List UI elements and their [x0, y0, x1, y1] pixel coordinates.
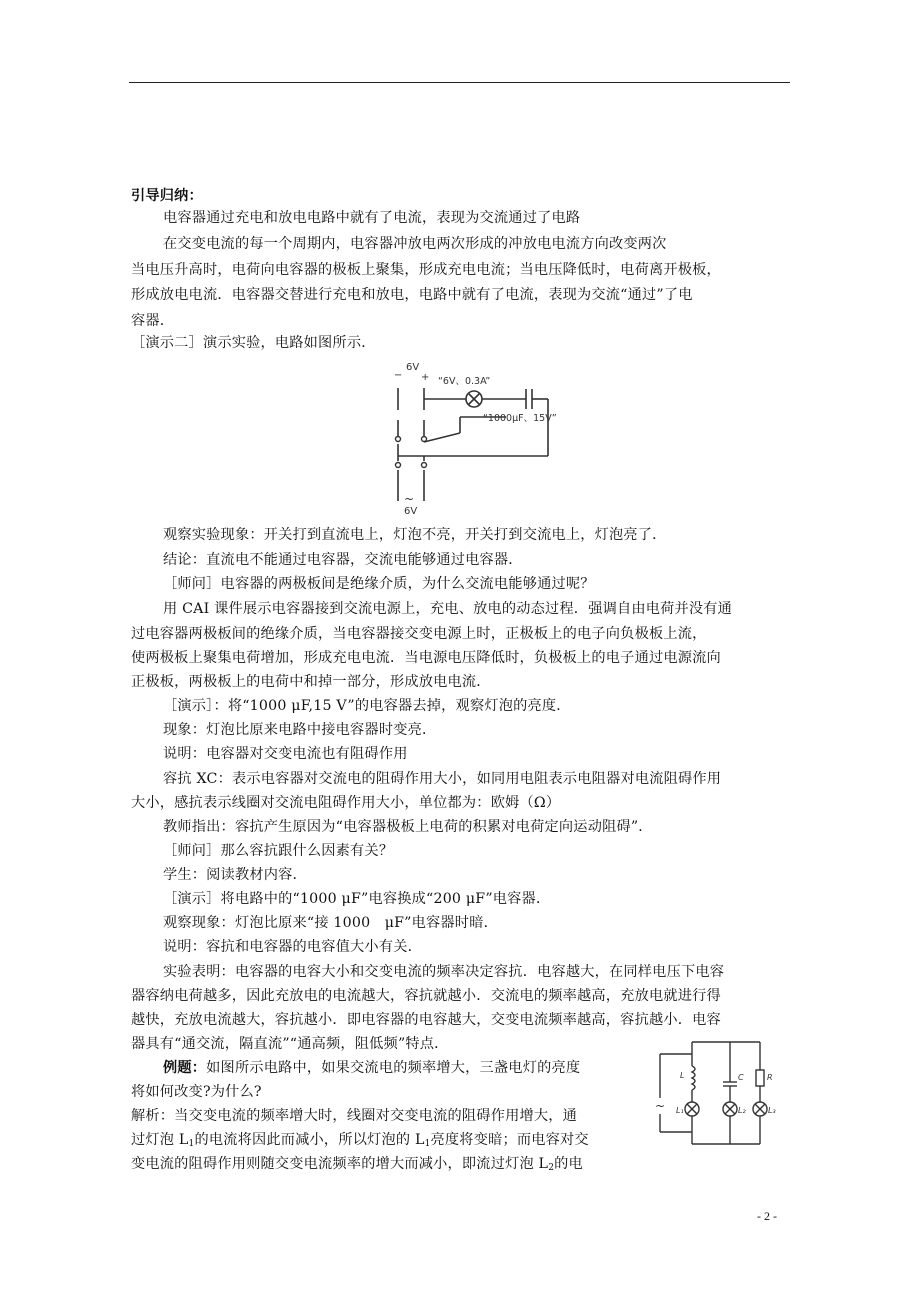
body-line-21: 越快，充放电流越大，容抗越小．即电容器的电容越大，交变电流频率越高，容抗越小．电容 — [131, 1012, 721, 1028]
circuit-diagram-1 — [380, 358, 580, 518]
body-line-4: 用 CAI 课件展示电容器接到交流电源上，充电、放电的动态过程．强调自由电荷并没有通 — [163, 601, 733, 617]
answer-line-3 — [131, 1153, 651, 1175]
resistor-label: R — [767, 1073, 773, 1082]
lamp-rating-label: “6V、0.3A” — [438, 376, 491, 387]
body-line-19: 实验表明：电容器的电容大小和交变电流的频率决定容抗．电容越大，在同样电压下电容 — [163, 964, 725, 980]
answer-3a: 变电流的阻碍作用则随交变电流频率的增大而减小，即流过灯泡 L — [131, 1156, 549, 1172]
circuit-diagram-2 — [650, 1034, 782, 1146]
answer-2-sub1: 1 — [188, 1139, 195, 1149]
example-line-1 — [163, 1057, 683, 1079]
body-line-12: 大小，感抗表示线圈对交流电阻碍作用大小，单位都为：欧姆（Ω） — [131, 795, 561, 811]
ac-source-symbol: ~ — [655, 1099, 666, 1113]
lamp-3-label: L₃ — [768, 1106, 776, 1115]
demo2-line: ［演示二］演示实验，电路如图所示． — [131, 335, 376, 351]
answer-2c: 亮度将变暗；而电容对交 — [430, 1132, 589, 1148]
lamp-1-label: L₁ — [676, 1106, 684, 1115]
example-line-2: 将如何改变?为什么? — [131, 1084, 262, 1100]
answer-line-1: 解析：当交变电流的频率增大时，线圈对交变电流的阻碍作用增大，通 — [131, 1108, 578, 1124]
body-line-7: 正极板，两极板上的电荷中和掉一部分，形成放电电流． — [131, 674, 491, 690]
body-line-20: 器容纳电荷越多，因此充放电的电流越大，容抗就越小．交流电的频率越高，充放电就进行得 — [131, 988, 721, 1004]
body-line-5: 过电容器两极板间的绝缘介质，当电容器接交变电源上时，正极板上的电子向负极板上流， — [131, 626, 707, 642]
body-line-13: 教师指出：容抗产生原因为“电容器极板上电荷的积累对电荷定向运动阻碍”． — [163, 819, 653, 835]
lamp-2-label: L₂ — [738, 1106, 746, 1115]
inductor-label: L — [680, 1071, 685, 1080]
body-line-10: 说明：电容器对交变电流也有阻碍作用 — [163, 746, 408, 762]
capacitor-rating-label: “1000μF、15V” — [483, 413, 557, 424]
capacitor-label: C — [738, 1073, 744, 1082]
example-question: 如图所示电路中，如果交流电的频率增大，三盏电灯的亮度 — [206, 1060, 581, 1076]
body-line-8: ［演示］：将“1000 μF,15 V”的电容器去掉，观察灯泡的亮度． — [163, 698, 571, 714]
body-line-11: 容抗 XC：表示电容器对交流电的阻碍作用大小，如同用电阻表示电阻器对电流阻碍作用 — [163, 771, 722, 787]
intro-line-1: 电容器通过充电和放电电路中就有了电流，表现为交流通过了电路 — [163, 210, 581, 226]
body-line-15: 学生：阅读教材内容． — [163, 867, 307, 883]
body-line-22: 器具有“通交流，隔直流”“通高频，阻低频”特点． — [131, 1036, 449, 1052]
answer-3-sub: 2 — [548, 1163, 555, 1173]
body-line-6: 使两极板上聚集电荷增加，形成充电电流．当电源电压降低时，负极板上的电子通过电源流向 — [131, 650, 721, 666]
body-line-9: 现象：灯泡比原来电路中接电容器时变亮． — [163, 722, 437, 738]
answer-2a: 过灯泡 L — [131, 1132, 189, 1148]
dc-plus-label: + — [421, 372, 430, 383]
answer-line-2 — [131, 1129, 651, 1151]
answer-3b: 的电 — [554, 1156, 583, 1172]
header-rule — [129, 82, 790, 83]
ac-symbol: ~ — [404, 492, 415, 506]
intro-line-3: 当电压升高时，电荷向电容器的极板上聚集，形成充电电流；当电压降低时，电荷离开极板， — [131, 262, 721, 278]
body-line-1: 观察实验现象：开关打到直流电上，灯泡不亮，开关打到交流电上，灯泡亮了． — [163, 527, 667, 543]
heading: 引导归纳： — [131, 188, 203, 204]
ac-voltage-label: 6V — [404, 506, 418, 517]
dc-minus-label: − — [394, 370, 403, 381]
intro-line-4: 形成放电电流．电容器交替进行充电和放电，电路中就有了电流，表现为交流“通过”了电 — [131, 287, 693, 303]
body-line-17: 观察现象：灯泡比原来“接 1000 μF”电容器时暗． — [163, 915, 498, 931]
intro-line-2: 在交变电流的每一个周期内，电容器冲放电两次形成的冲放电电流方向改变两次 — [163, 236, 667, 252]
page-number: - 2 - — [757, 1209, 777, 1223]
answer-2-sub2: 1 — [424, 1139, 431, 1149]
body-line-2: 结论：直流电不能通过电容器，交流电能够通过电容器． — [163, 552, 523, 568]
body-line-18: 说明：容抗和电容器的电容值大小有关． — [163, 939, 422, 955]
intro-line-5: 容器． — [131, 313, 175, 329]
body-line-14: ［师问］那么容抗跟什么因素有关？ — [163, 843, 394, 859]
answer-2b: 的电流将因此而减小，所以灯泡的 L — [194, 1132, 425, 1148]
example-label: 例题： — [163, 1060, 207, 1076]
body-line-16: ［演示］将电路中的“1000 μF”电容换成“200 μF”电容器． — [163, 891, 551, 907]
body-line-3: ［师问］电容器的两极板间是绝缘介质，为什么交流电能够通过呢？ — [163, 576, 595, 592]
dc-voltage-label: 6V — [406, 362, 420, 373]
